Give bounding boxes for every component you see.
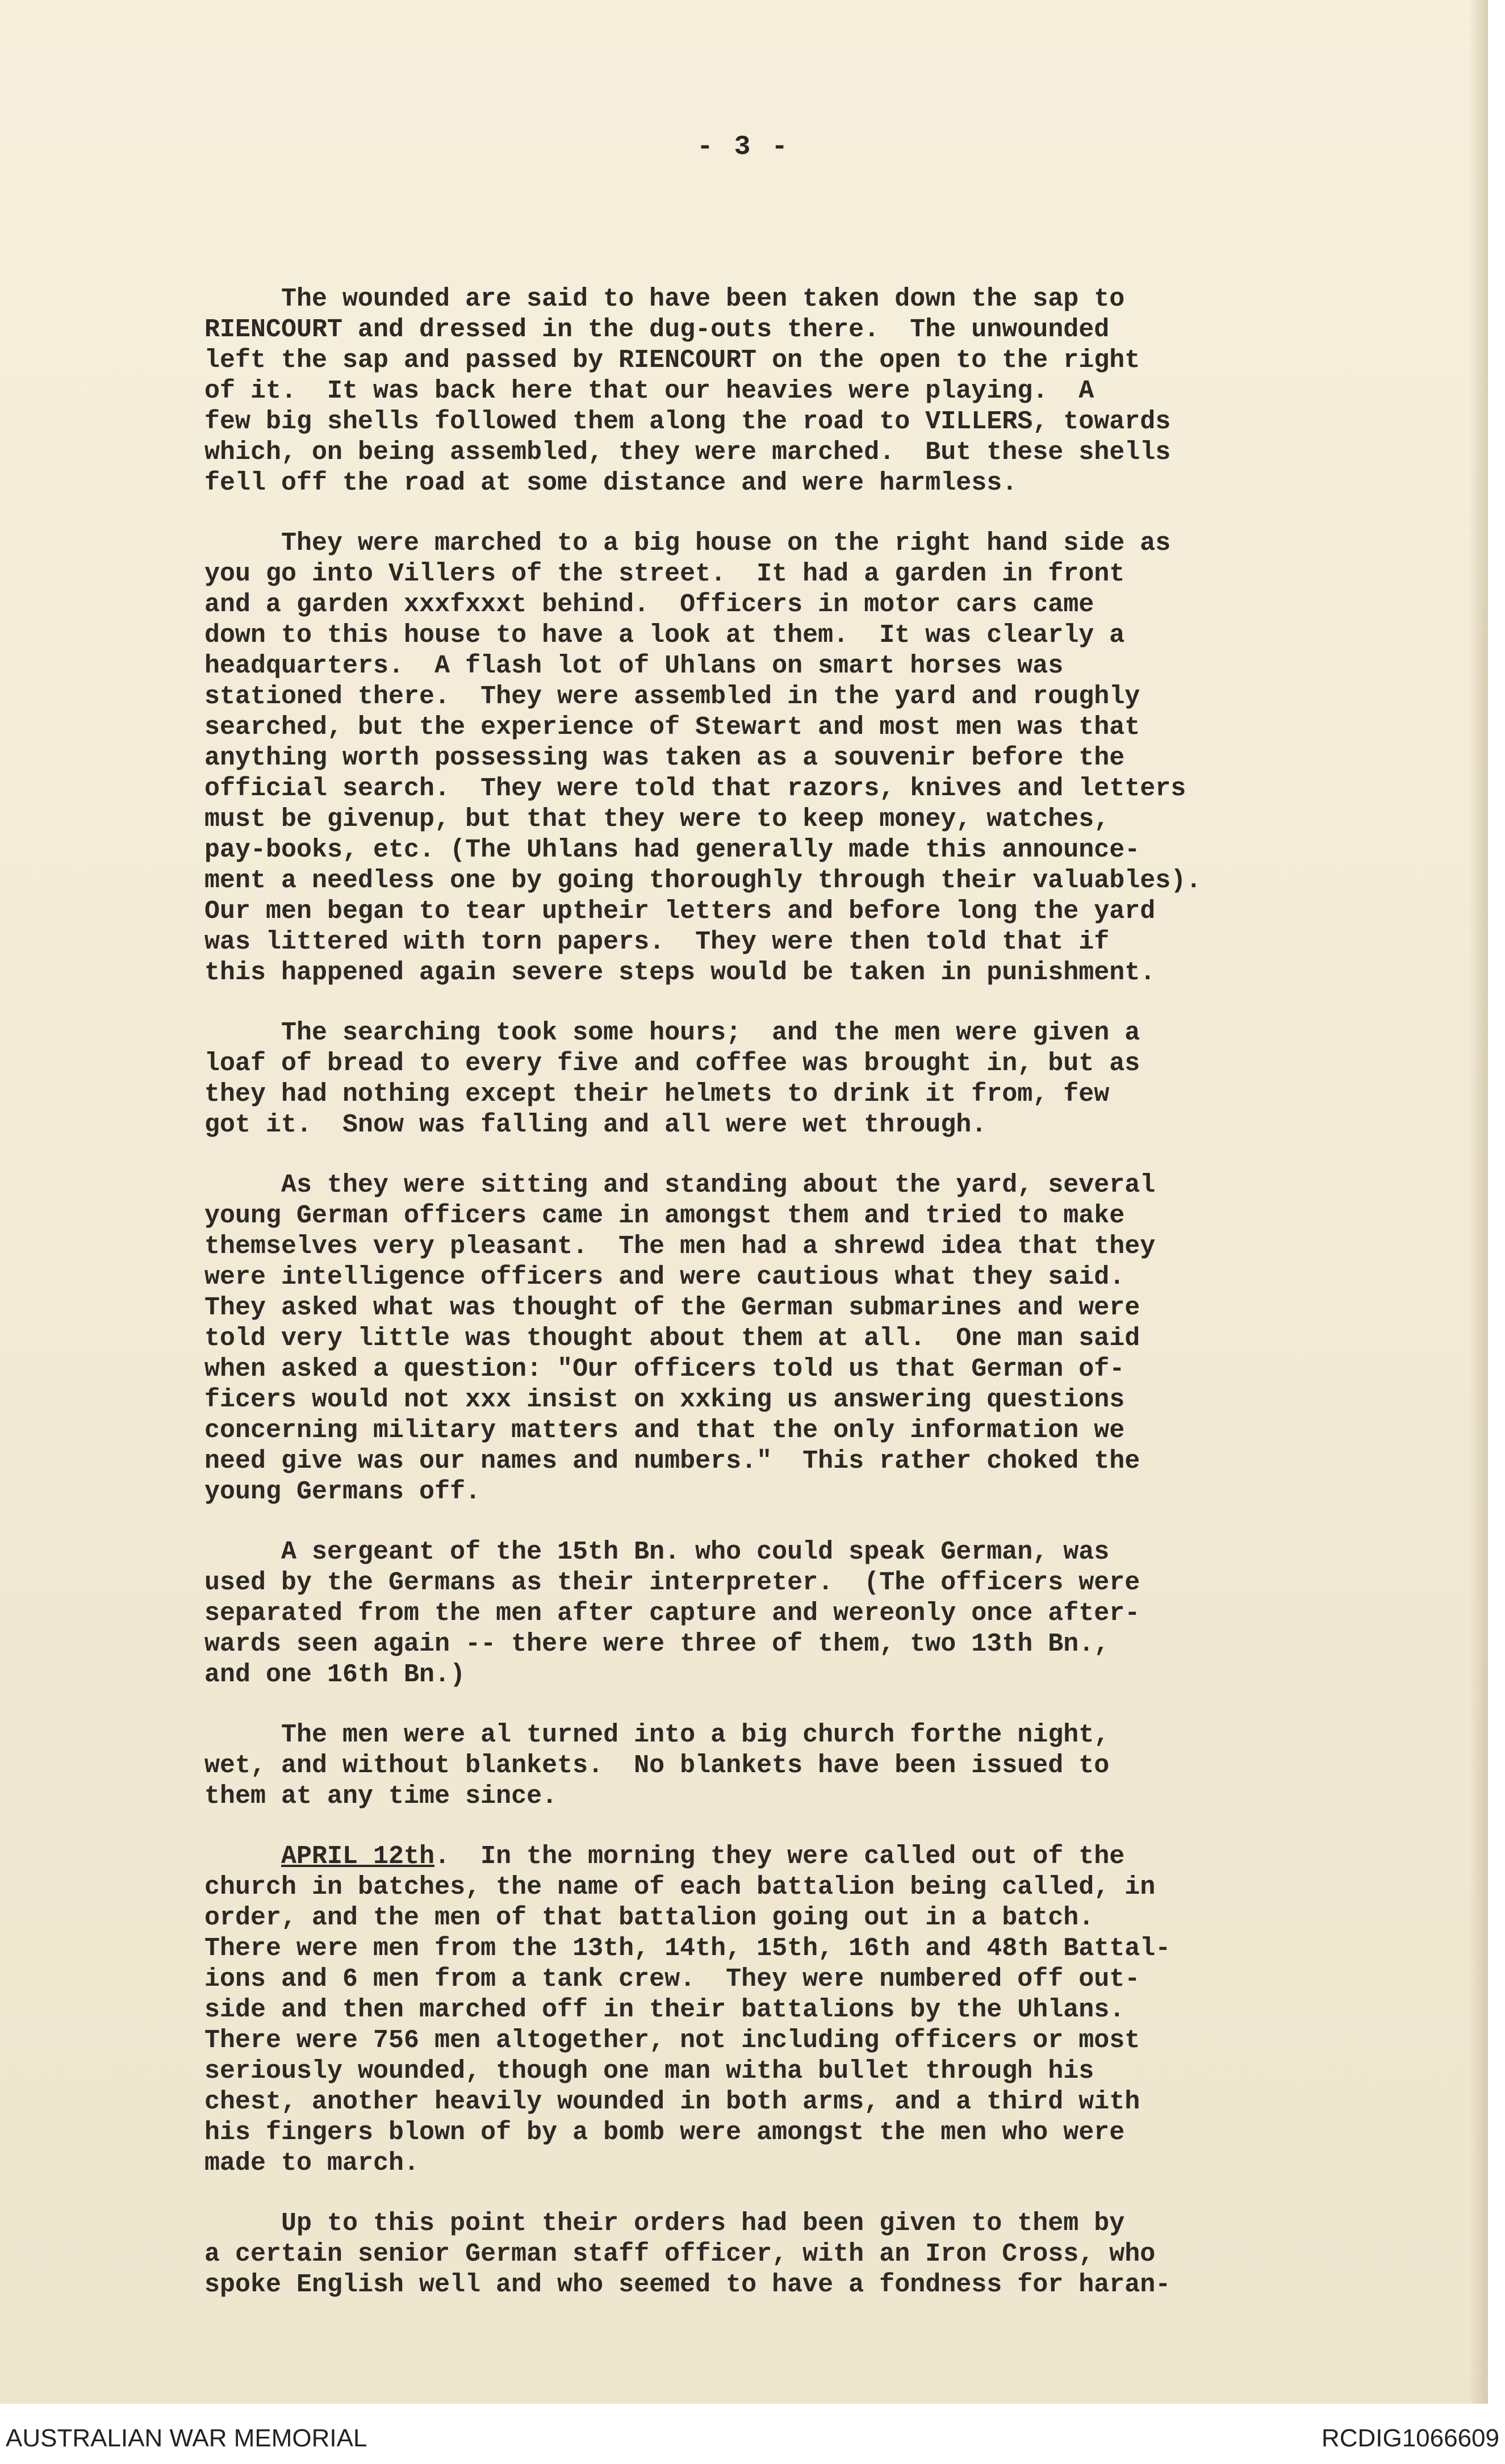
date-heading: APRIL 12th — [281, 1842, 435, 1871]
document-body — [204, 284, 1386, 2330]
text-line: A sergeant of the 15th Bn. who could speak German, was — [204, 1538, 1110, 1567]
text-line: There were 756 men altogether, not including officers or most — [204, 2026, 1140, 2055]
paragraph-interpreter — [204, 1537, 1386, 1690]
text-line: order, and the men of that battalion going out in a batch. — [204, 1903, 1094, 1932]
text-line: wet, and without blankets. No blankets have been issued to — [204, 1751, 1110, 1780]
paragraph-church — [204, 1720, 1386, 1812]
text-line: RIENCOURT and dressed in the dug-outs there. The unwounded — [204, 315, 1110, 344]
text-line: when asked a question: "Our officers told us that German of- — [204, 1355, 1125, 1384]
text-line: They asked what was thought of the German submarines and were — [204, 1293, 1140, 1322]
paragraph-german-officers — [204, 1170, 1386, 1507]
text-line: Up to this point their orders had been given to them by — [204, 2209, 1125, 2238]
text-line: left the sap and passed by RIENCOURT on the open to the right — [204, 346, 1140, 375]
archive-reference-id: RCDIG1066609 — [1321, 2424, 1499, 2452]
text-line: chest, another heavily wounded in both arms, and a third with — [204, 2087, 1140, 2116]
text-line: you go into Villers of the street. It had a garden in front — [204, 559, 1125, 588]
text-line: Our men began to tear uptheir letters and before long the yard — [204, 897, 1156, 926]
text-line: spoke English well and who seemed to have a fondness for haran- — [204, 2270, 1171, 2299]
text-line: them at any time since. — [204, 1782, 558, 1811]
paragraph-searching — [204, 1018, 1386, 1141]
text-line: few big shells followed them along the road to VILLERS, towards — [204, 407, 1171, 436]
text-line-heading — [204, 1841, 1386, 1872]
text-line: ment a needless one by going thoroughly through their valuables). — [204, 866, 1202, 895]
text-line: made to march. — [204, 2149, 420, 2178]
text-line: pay-books, etc. (The Uhlans had generally made this announce- — [204, 836, 1140, 865]
text-line: need give was our names and numbers." This rather choked the — [204, 1447, 1140, 1476]
text-line: stationed there. They were assembled in the yard and roughly — [204, 682, 1140, 711]
text-line: They were marched to a big house on the right hand side as — [204, 529, 1171, 558]
text-line: anything worth possessing was taken as a souvenir before the — [204, 744, 1125, 772]
text-line: loaf of bread to every five and coffee was brought in, but as — [204, 1049, 1140, 1078]
text-line: church in batches, the name of each battalion being called, in — [204, 1873, 1156, 1902]
paragraph-staff-officer — [204, 2208, 1386, 2300]
text-line: themselves very pleasant. The men had a shrewd idea that they — [204, 1232, 1156, 1261]
text-line: wards seen again -- there were three of them, two 13th Bn., — [204, 1630, 1110, 1659]
text-line: ions and 6 men from a tank crew. They were numbered off out- — [204, 1965, 1140, 1994]
text-line: young German officers came in amongst them and tried to make — [204, 1201, 1125, 1230]
paragraph-marched-to-house — [204, 528, 1386, 988]
text-line: The men were al turned into a big church forthe night, — [204, 1720, 1110, 1749]
page-number: - 3 - — [696, 132, 791, 162]
text-line: and one 16th Bn.) — [204, 1660, 466, 1689]
text-line: The wounded are said to have been taken down the sap to — [204, 285, 1125, 314]
page-edge-shadow — [1469, 0, 1487, 2404]
text-line: ficers would not xxx insist on xxking us answering questions — [204, 1385, 1125, 1414]
text-line: told very little was thought about them at all. One man said — [204, 1324, 1140, 1353]
text-line: As they were sitting and standing about the yard, several — [204, 1171, 1156, 1200]
text-line: seriously wounded, though one man witha bullet through his — [204, 2057, 1094, 2086]
text-line: There were men from the 13th, 14th, 15th, 16th and 48th Battal- — [204, 1934, 1171, 1963]
text-line: of it. It was back here that our heavies were playing. A — [204, 377, 1094, 406]
text-line: fell off the road at some distance and were harmless. — [204, 469, 1018, 498]
paragraph-wounded — [204, 284, 1386, 499]
text-line: side and then marched off in their battalions by the Uhlans. — [204, 1995, 1125, 2024]
text-line: separated from the men after capture and wereonly once after- — [204, 1599, 1140, 1628]
heading-line-rest: . In the morning they were called out of the — [434, 1842, 1125, 1871]
text-line: which, on being assembled, they were marched. But these shells — [204, 438, 1171, 467]
text-line: got it. Snow was falling and all were wet through. — [204, 1110, 987, 1139]
text-line: were intelligence officers and were cautious what they said. — [204, 1263, 1125, 1292]
text-line: this happened again severe steps would be taken in punishment. — [204, 958, 1156, 987]
text-line: down to this house to have a look at them. It was clearly a — [204, 621, 1125, 650]
paragraph-april-12th — [204, 1841, 1386, 2179]
text-line: used by the Germans as their interpreter. (The officers were — [204, 1568, 1140, 1597]
text-line: The searching took some hours; and the men were given a — [204, 1018, 1140, 1047]
archive-name: AUSTRALIAN WAR MEMORIAL — [6, 2424, 367, 2452]
text-line: was littered with torn papers. They were then told that if — [204, 928, 1110, 957]
text-line: young Germans off. — [204, 1477, 481, 1506]
text-line: must be givenup, but that they were to keep money, watches, — [204, 805, 1110, 834]
text-line: and a garden xxxfxxxt behind. Officers in motor cars came — [204, 590, 1094, 619]
text-line: a certain senior German staff officer, with an Iron Cross, who — [204, 2240, 1156, 2269]
text-line: they had nothing except their helmets to drink it from, few — [204, 1080, 1110, 1109]
text-line: headquarters. A flash lot of Uhlans on smart horses was — [204, 652, 1064, 680]
text-line: concerning military matters and that the only information we — [204, 1416, 1125, 1445]
text-line: official search. They were told that razors, knives and letters — [204, 774, 1186, 803]
text-line: his fingers blown of by a bomb were amongst the men who were — [204, 2118, 1125, 2147]
text-line: searched, but the experience of Stewart and most men was that — [204, 713, 1140, 742]
archive-footer — [0, 2404, 1505, 2464]
